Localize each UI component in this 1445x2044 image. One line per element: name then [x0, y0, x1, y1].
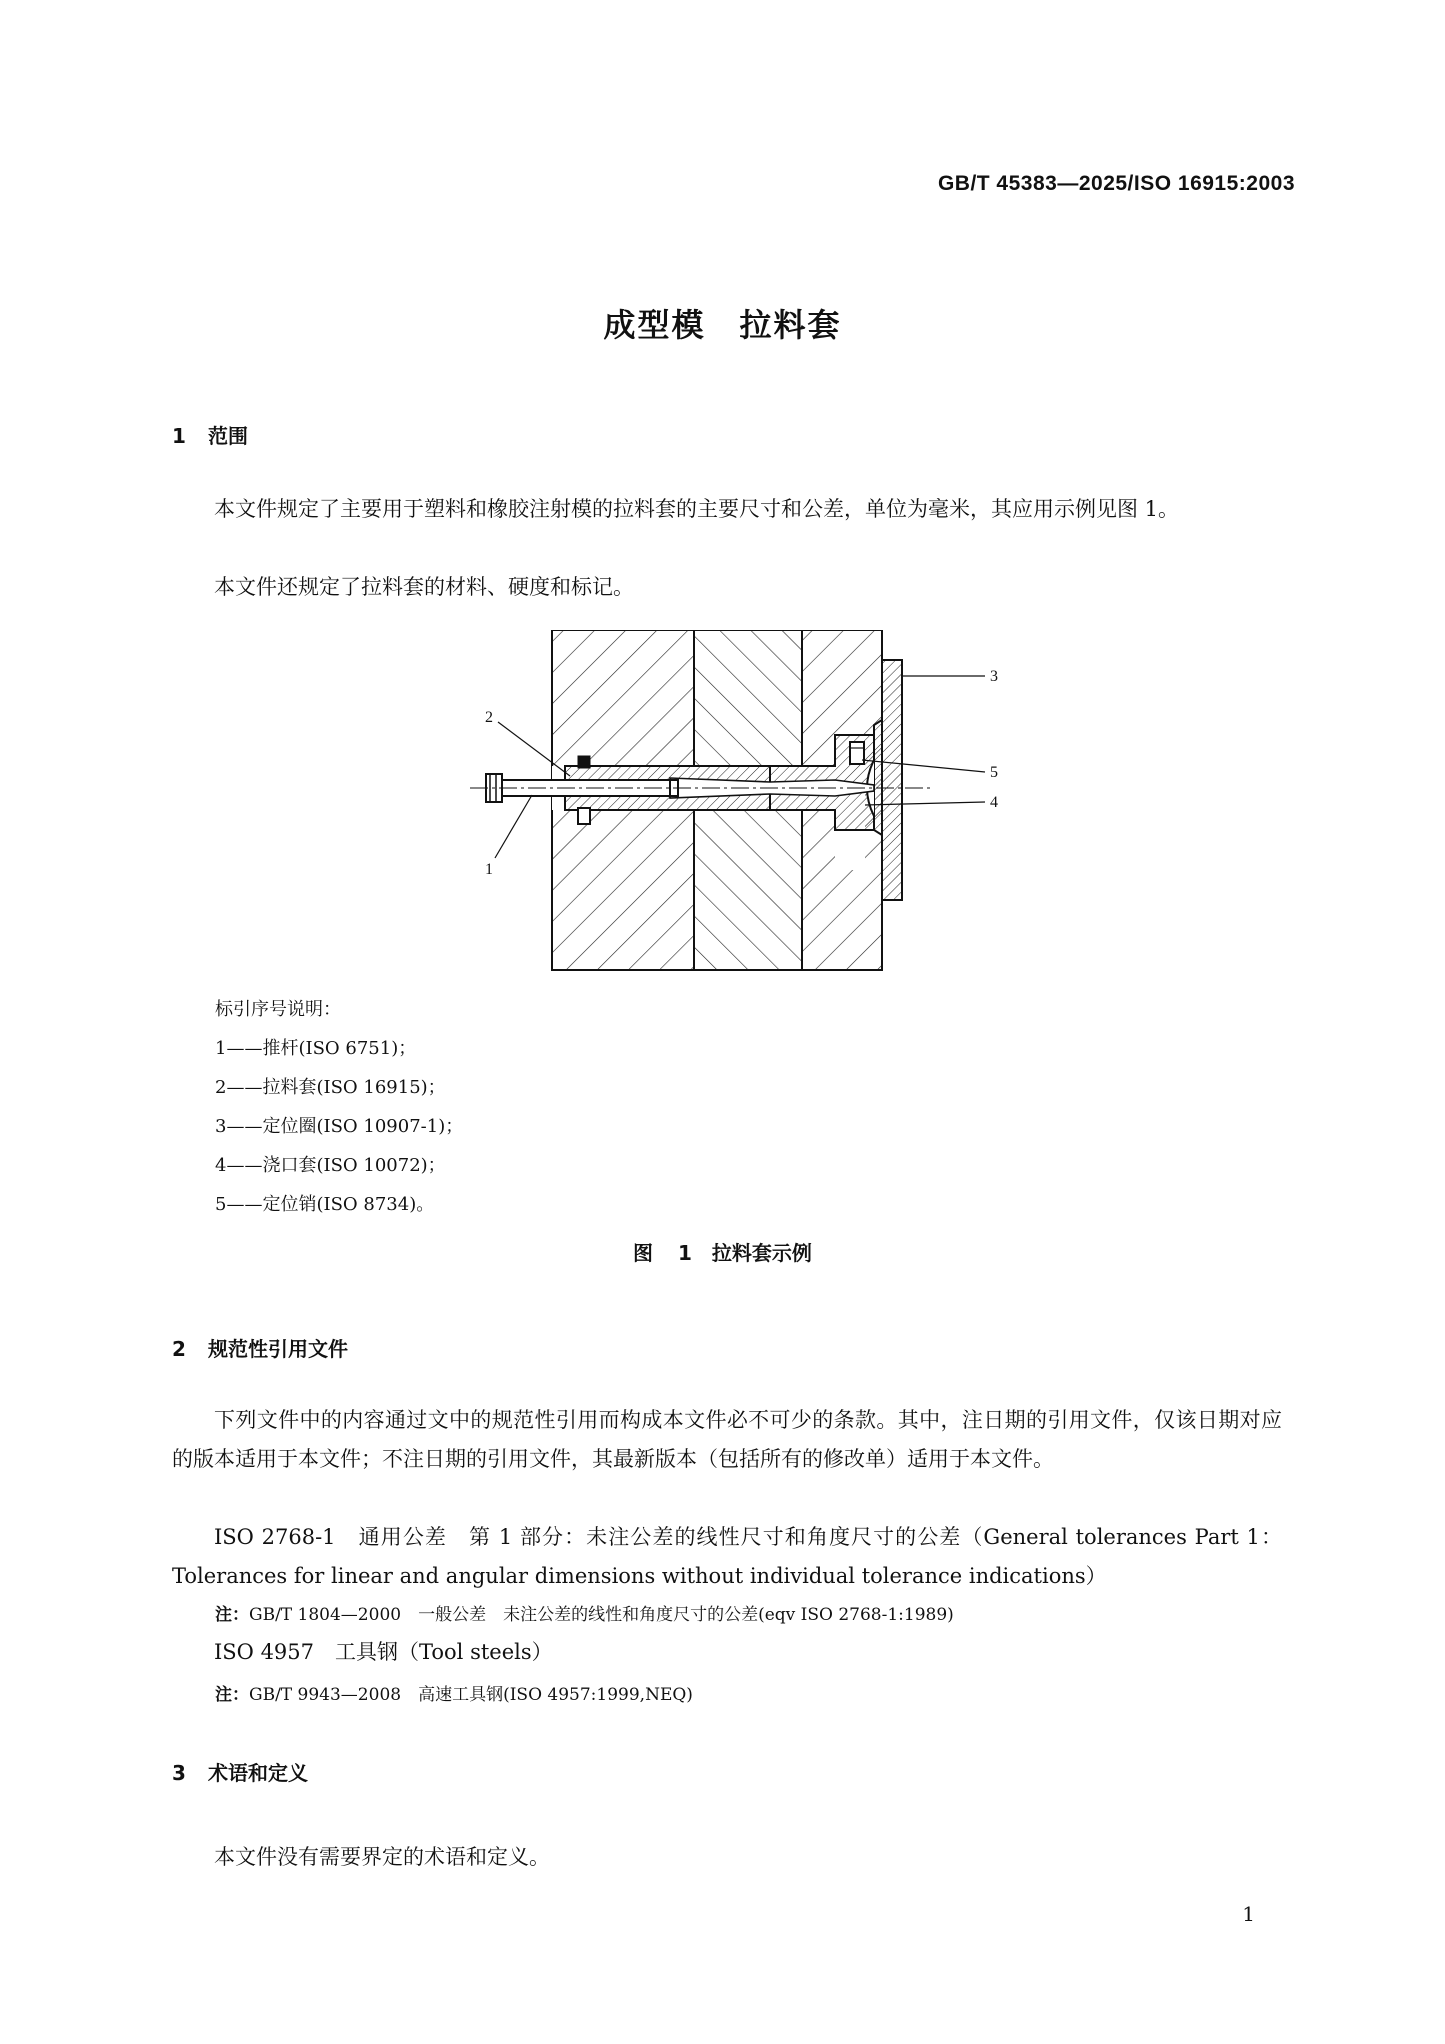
section-3-paragraph: 本文件没有需要界定的术语和定义。 [214, 1845, 550, 1869]
section-number: 3 [172, 1761, 186, 1785]
figure-legend [215, 990, 463, 1224]
dowel-pin [850, 742, 864, 764]
section-title: 规范性引用文件 [208, 1337, 348, 1361]
reference-note [215, 1600, 954, 1625]
reference-iso-2768-1: ISO 2768-1 通用公差 第 1 部分：未注公差的线性尺寸和角度尺寸的公差（General tolerances Part 1：Tolerances for linear and angular dimensions without individual tolerance indications） [172, 1525, 1282, 1588]
section-3-heading [172, 1757, 308, 1786]
legend-item: 1——推杆(ISO 6751)； [215, 1038, 417, 1059]
note-label: 注： [215, 1605, 249, 1625]
callout-3: 3 [990, 668, 998, 685]
section-title: 术语和定义 [208, 1761, 308, 1785]
section-number: 2 [172, 1337, 186, 1361]
note-label: 注： [215, 1685, 249, 1705]
section-1-heading [172, 420, 248, 449]
document-title: 成型模 拉料套 [603, 306, 842, 344]
section-number: 1 [172, 424, 186, 448]
note-text: GB/T 9943—2008 高速工具钢(ISO 4957:1999,NEQ) [249, 1685, 693, 1705]
reference-note [215, 1680, 693, 1705]
callout-1: 1 [485, 861, 493, 878]
legend-item: 2——拉料套(ISO 16915)； [215, 1077, 446, 1098]
callout-5: 5 [990, 764, 998, 781]
callout-4: 4 [990, 794, 998, 811]
callout-2: 2 [485, 709, 493, 726]
legend-item: 4——浇口套(ISO 10072)； [215, 1155, 446, 1176]
section-1-paragraph-1: 本文件规定了主要用于塑料和橡胶注射模的拉料套的主要尺寸和公差，单位为毫米，其应用示例见图 1。 [214, 497, 1180, 521]
reference-iso-4957: ISO 4957 工具钢（Tool steels） [214, 1640, 553, 1664]
figure-caption: 图 1 拉料套示例 [633, 1241, 812, 1265]
note-text: GB/T 1804—2000 一般公差 未注公差的线性和角度尺寸的公差(eqv ISO 2768-1:1989) [249, 1605, 954, 1625]
legend-item: 5——定位销(ISO 8734)。 [215, 1194, 435, 1215]
page-number: 1 [1242, 1902, 1255, 1926]
figure-1-drawing [470, 630, 1030, 975]
section-2-heading [172, 1333, 348, 1362]
standard-code: GB/T 45383—2025/ISO 16915:2003 [937, 172, 1295, 195]
section-title: 范围 [208, 424, 248, 448]
legend-item: 3——定位圈(ISO 10907-1)； [215, 1116, 464, 1137]
legend-title: 标引序号说明： [215, 999, 341, 1020]
section-1-paragraph-2: 本文件还规定了拉料套的材料、硬度和标记。 [214, 575, 634, 599]
section-2-paragraph: 下列文件中的内容通过文中的规范性引用而构成本文件必不可少的条款。其中，注日期的引用文件，仅该日期对应的版本适用于本文件；不注日期的引用文件，其最新版本（包括所有的修改单）适用于本文件。 [172, 1408, 1282, 1471]
